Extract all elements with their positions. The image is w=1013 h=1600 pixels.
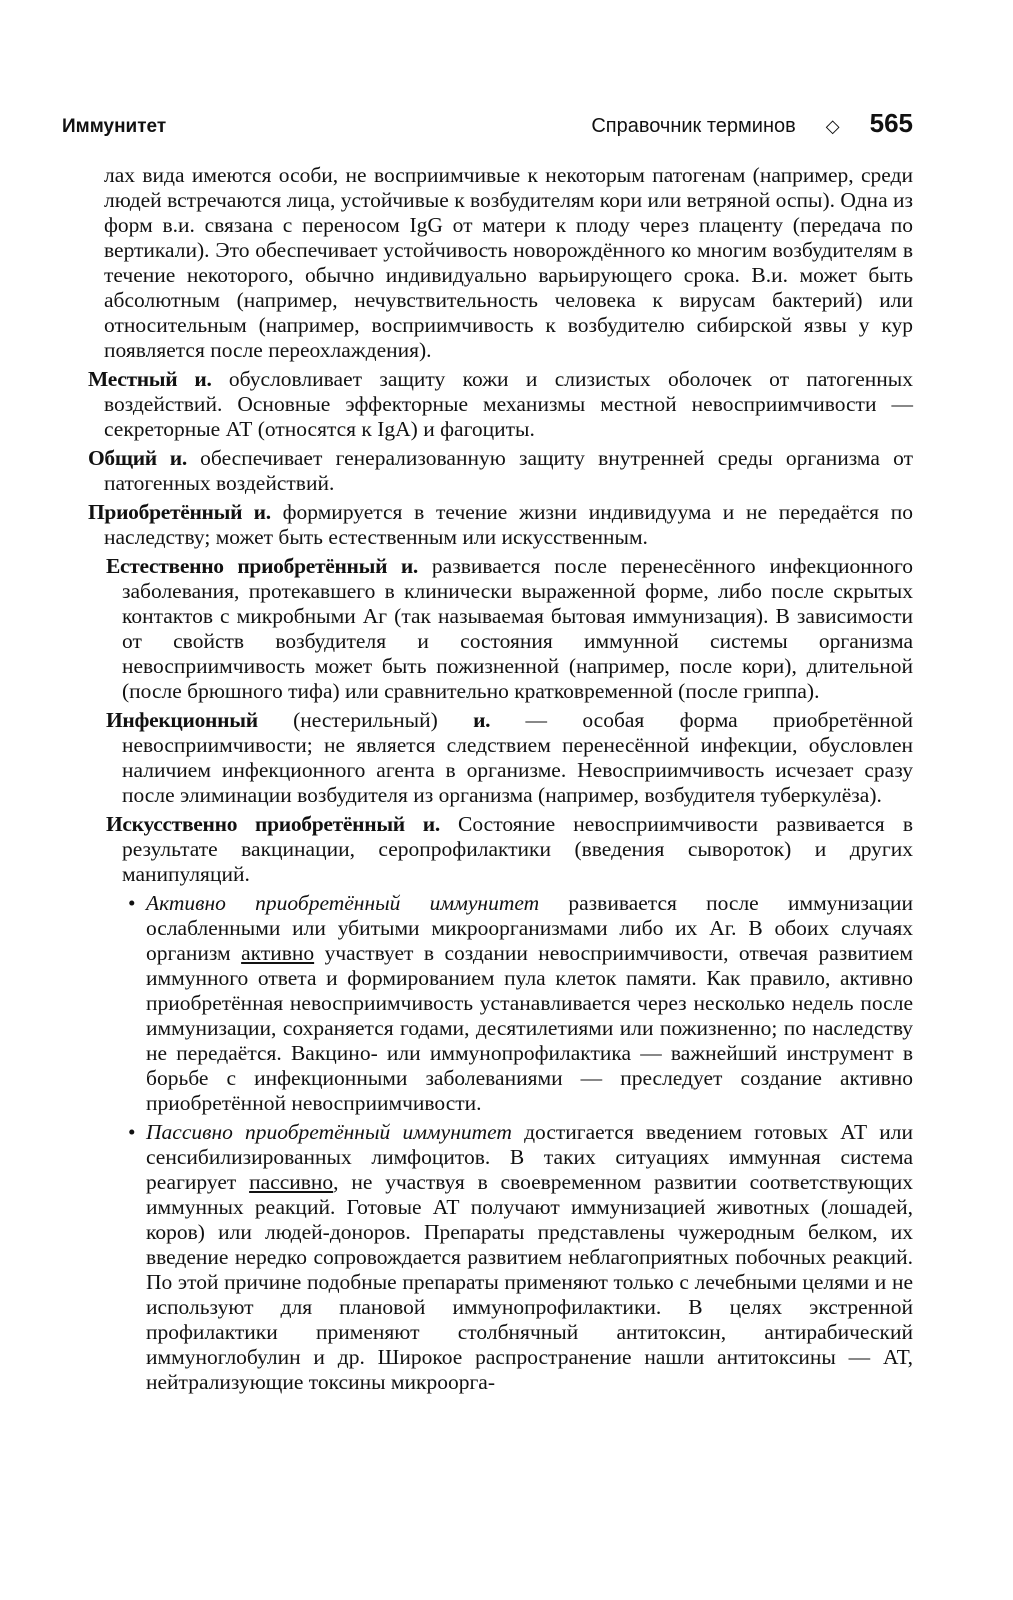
entry-term: Инфекционный <box>106 708 258 732</box>
entry-text: — особая форма приобретённой невосприимчивости; не является следствием перенесённой инфекции, обусловлен наличием инфекционного агента в организме. Невосприимчивость исчезает сразу после элиминации возбудителя из организма (например, возбудителя туберкулёза). <box>122 708 913 807</box>
entry-text: Состояние невосприимчивости развивается в результате вакцинации, серопрофилактики (введения сывороток) и других манипуляций. <box>122 812 913 886</box>
page-body <box>88 163 913 1395</box>
bullet-text: достигается введением готовых АТ или сенсибилизированных лимфоцитов. В таких ситуациях иммунная система реагирует <box>146 1120 913 1194</box>
entry-artificial-acquired <box>88 812 913 887</box>
bullet-icon: • <box>128 1120 136 1144</box>
entry-term: Приобретённый и. <box>88 500 271 524</box>
running-title: Иммунитет <box>62 116 167 137</box>
bullet-icon: • <box>128 891 136 915</box>
entry-term: Местный и. <box>88 367 212 391</box>
entry-term: Общий и. <box>88 446 187 470</box>
entry-term: и. <box>473 708 491 732</box>
page-number: 565 <box>869 108 913 138</box>
intro-paragraph: лах вида имеются особи, не восприимчивые к некоторым патогенам (например, среди людей встречаются лица, устойчивые к возбудителям кори или ветряной оспы). Одна из форм в.и. связана с переносом IgG от матери к плоду через плаценту (передача по вертикали). Это обеспечивает устойчивость новорождённого ко многим возбудителям в течение некоторого, обычно индивидуально варьирующего срока. В.и. может быть абсолютным (например, нечувствительность человека к вирусам бактерий) или относительным (например, восприимчивость к возбудителю сибирской язвы у кур появляется после переохлаждения). <box>104 163 913 362</box>
bullet-term: Пассивно приобретённый иммунитет <box>146 1120 512 1144</box>
entry-local <box>88 367 913 442</box>
entry-term: Искусственно приобретённый и. <box>106 812 440 836</box>
underlined-word: пассивно <box>249 1170 334 1194</box>
entry-infectious <box>88 708 913 808</box>
underlined-word: активно <box>241 941 315 965</box>
entry-general <box>88 446 913 496</box>
entry-text: развивается после перенесённого инфекционного заболевания, протекавшего в клинически выраженной форме, либо после скрытых контактов с микробными Аг (так называемая бытовая иммунизация). В зависимости от свойств возбудителя и состояния иммунной системы организма невосприимчивость может быть пожизненной (например, после кори), длительной (после брюшного тифа) или сравнительно кратковременной (после гриппа). <box>122 554 913 703</box>
entry-acquired <box>88 500 913 550</box>
bullet-active-immunity <box>88 891 913 1116</box>
bullet-text: развивается после иммунизации ослабленными или убитыми микроорганизмами либо их Аг. В обоих случаях организм <box>146 891 913 965</box>
page-header <box>62 108 913 142</box>
entry-natural-acquired <box>88 554 913 704</box>
entry-text: обеспечивает генерализованную защиту внутренней среды организма от патогенных воздействий. <box>104 446 913 495</box>
entry-term: Естественно приобретённый и. <box>106 554 418 578</box>
diamond-icon: ◇ <box>825 116 840 137</box>
bullet-passive-immunity <box>88 1120 913 1395</box>
entry-text: (нестерильный) <box>257 708 474 732</box>
entry-text: формируется в течение жизни индивидуума и не передаётся по наследству; может быть естественным или искусственным. <box>104 500 913 549</box>
entry-text: обусловливает защиту кожи и слизистых оболочек от патогенных воздействий. Основные эффекторные механизмы местной невосприимчивости — секреторные АТ (относятся к IgA) и фагоциты. <box>104 367 913 441</box>
bullet-text: , не участвуя в своевременном развитии соответствующих иммунных реакций. Готовые АТ получают иммунизацией животных (лошадей, коров) или людей-доноров. Препараты представлены чужеродным белком, их введение нередко сопровождается развитием неблагоприятных побочных реакций. По этой причине подобные препараты применяют только с лечебными целями и не используют для плановой иммунопрофилактики. В целях экстренной профилактики применяют столбнячный антитоксин, антирабический иммуноглобулин и др. Широкое распространение нашли антитоксины — АТ, нейтрализующие токсины микроорга- <box>146 1170 913 1394</box>
bullet-text: участвует в создании невосприимчивости, отвечая развитием иммунного ответа и формированием пула клеток памяти. Как правило, активно приобретённая невосприимчивость устанавливается через несколько недель после иммунизации, сохраняется годами, десятилетиями или пожизненно; по наследству не передаётся. Вакцино- или иммунопрофилактика — важнейший инструмент в борьбе с инфекционными заболеваниями — преследует создание активно приобретённой невосприимчивости. <box>146 941 913 1115</box>
section-title: Справочник терминов <box>591 115 796 137</box>
bullet-term: Активно приобретённый иммунитет <box>146 891 540 915</box>
